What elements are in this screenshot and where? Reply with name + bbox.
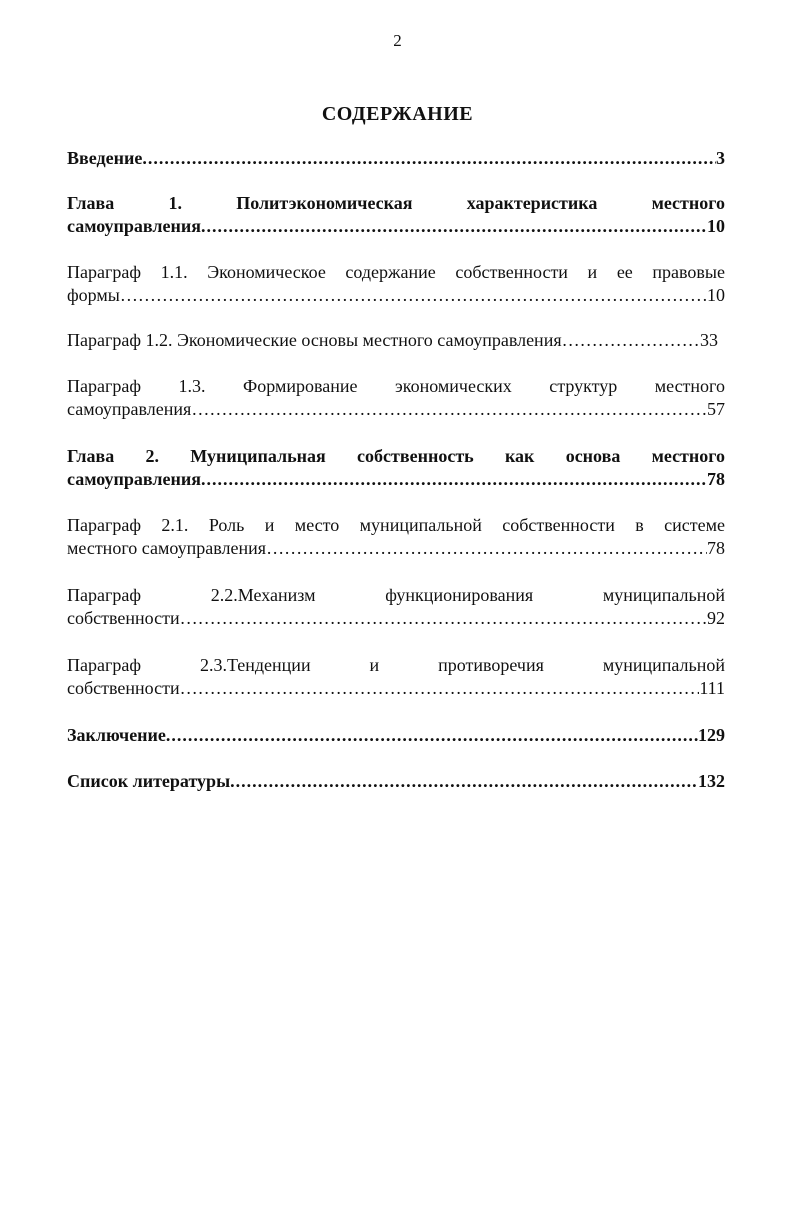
toc-entry-chapter-1 [67,192,725,238]
toc-entry-text: Список литературы [67,771,231,791]
toc-entry-text-cont: формы [67,285,120,305]
toc-entry-text-cont: собственности [67,678,180,698]
toc-entry-section-1-2 [67,329,718,352]
toc-entry-text: Параграф 2.1. Роль и место муниципальной собственности в системе [67,515,725,535]
toc-entry-conclusion [67,724,725,747]
toc-entry-text: Параграф 2.2.Механизм функционирования муниципальной [67,585,725,605]
toc-entry-introduction [67,147,725,170]
toc-entry-text-cont: самоуправления [67,216,201,236]
leader-dots [180,677,700,700]
toc-entry-text: Параграф 1.3. Формирование экономических структур местного [67,376,725,396]
toc-entry-text: Параграф 2.3.Тенденции и противоречия муниципальной [67,655,725,675]
page-title: СОДЕРЖАНИЕ [321,103,474,125]
toc-entry-text: Заключение [67,725,166,745]
toc-page-number: 33 [700,330,718,350]
toc-entry-text-cont: самоуправления [67,399,192,419]
toc-page-number: 10 [707,285,725,305]
leader-dots [201,215,707,238]
toc-page-number: 3 [716,148,725,168]
leader-dots [191,398,707,421]
toc-page-number: 129 [698,725,725,745]
toc-entry-text: Глава 1. Политэкономическая характеристика местного [67,193,725,213]
toc-entry-text-cont: собственности [67,608,180,628]
leader-dots [142,147,716,170]
toc-entry-text: Параграф 1.2. Экономические основы местного самоуправления [67,330,562,350]
toc-entry-section-2-3 [67,654,725,700]
page-number: 2 [393,31,402,50]
toc-page-number: 92 [707,608,725,628]
toc-entry-section-1-3 [67,375,725,421]
toc-entry-section-2-2 [67,584,725,630]
leader-dots [120,284,707,307]
toc-entry-text: Глава 2. Муниципальная собственность как основа местного [67,446,725,466]
toc-page-number: 111 [699,678,725,698]
leader-dots [166,724,698,747]
leader-dots [562,329,700,352]
toc-page-number: 57 [707,399,725,419]
toc-page-number: 132 [698,771,725,791]
leader-dots [266,537,707,560]
toc-entry-bibliography [67,770,725,793]
toc-entry-section-1-1 [67,261,725,307]
toc-entry-text: Параграф 1.1. Экономическое содержание собственности и ее правовые [67,262,725,282]
toc-entry-text-cont: самоуправления [67,469,201,489]
leader-dots [230,770,698,793]
leader-dots [201,468,707,491]
leader-dots [180,607,707,630]
toc-page-number: 10 [707,216,725,236]
toc-entry-chapter-2 [67,445,725,491]
toc-page-number: 78 [707,469,725,489]
toc-entry-text-cont: местного самоуправления [67,538,267,558]
toc-entry-section-2-1 [67,514,725,560]
toc-entry-text: Введение [67,148,143,168]
toc-page-number: 78 [707,538,725,558]
